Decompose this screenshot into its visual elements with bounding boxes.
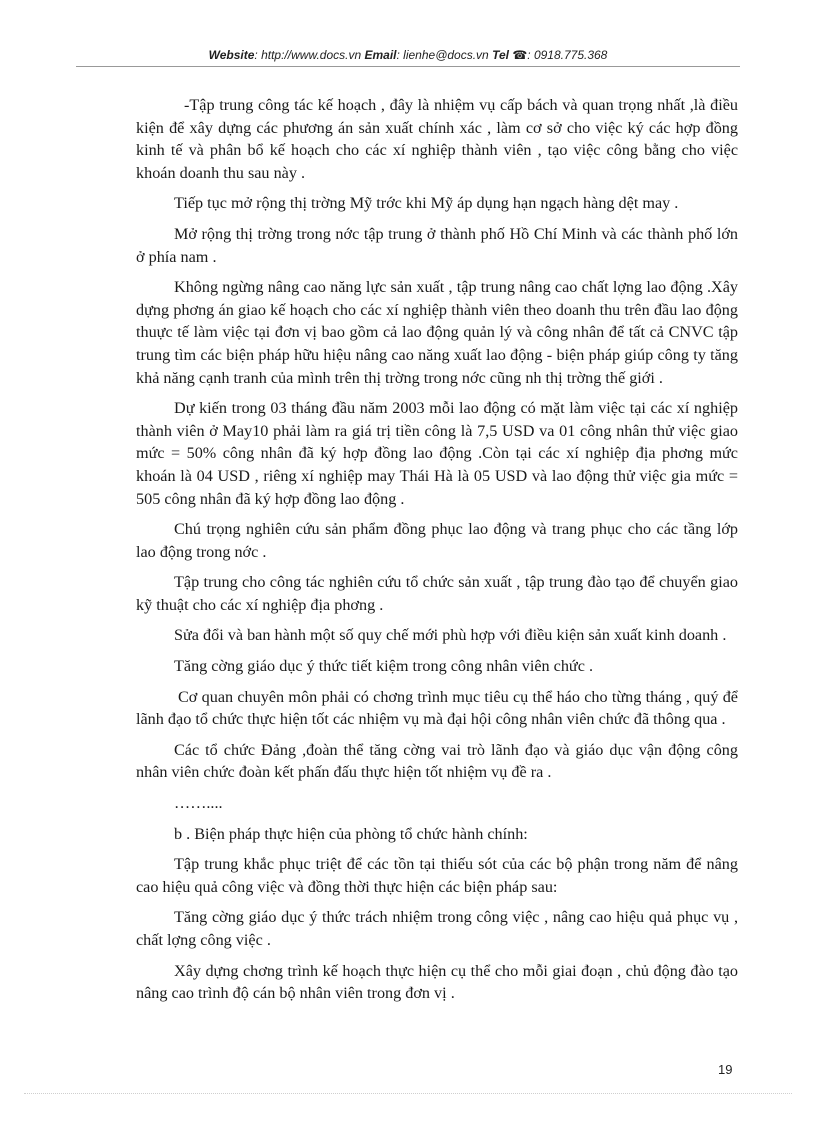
body-paragraph: Tập trung cho công tác nghiên cứu tổ chức sản xuất , tập trung đào tạo để chuyển giao kỹ thuật cho các xí nghiệp địa phơng .: [136, 573, 738, 614]
body-paragraph: Tập trung khắc phục triệt để các tồn tại thiếu sót của các bộ phận trong năm để nâng cao hiệu quả công việc và đồng thời thực hiện các biện pháp sau:: [136, 855, 738, 896]
page-number: 19: [718, 1062, 733, 1077]
body-paragraph: Các tổ chức Đảng ,đoàn thể tăng cờng vai trò lãnh đạo và giáo dục vận động công nhân viên chức đoàn kết phấn đấu thực hiện tốt nhiệm vụ đề ra .: [136, 740, 738, 782]
footer-divider: [24, 1093, 792, 1094]
body-paragraph: Chú trọng nghiên cứu sản phẩm đồng phục lao động và trang phục cho các tầng lớp lao động trong nớc .: [136, 520, 738, 561]
body-paragraph: Tăng cờng giáo dục ý thức trách nhiệm trong công việc , nâng cao hiệu quả phục vụ , chất lợng công việc .: [136, 908, 738, 949]
body-paragraph: Tiếp tục mở rộng thị trờng Mỹ trớc khi Mỹ áp dụng hạn ngạch hàng dệt may .: [174, 194, 679, 213]
email-label: Email: [364, 48, 397, 62]
email-value: : lienhe@docs.vn: [396, 48, 489, 62]
tel-value: : 0918.775.368: [527, 48, 608, 62]
website-value: : http://www.docs.vn: [254, 48, 362, 62]
body-paragraph: Sửa đổi và ban hành một số quy chế mới phù hợp với điều kiện sản xuất kinh doanh .: [174, 626, 727, 645]
body-paragraph: Xây dựng chơng trình kế hoạch thực hiện cụ thể cho mỗi giai đoạn , chủ động đào tạo nâng cao trình độ cán bộ nhân viên trong đơn vị .: [136, 961, 738, 1003]
body-paragraph: Không ngừng nâng cao năng lực sản xuất , tập trung nâng cao chất lợng lao động .Xây dựng phơng án giao kế hoạch cho các xí nghiệp thành viên theo doanh thu trên đầu lao động thuực tế làm việc tại đơn vị bao gồm cả lao động quản lý và công nhân để tất cả CNVC tập trung tìm các biện pháp hữu hiệu nâng cao năng xuất lao động - biện pháp giúp công ty tăng khả năng cạnh tranh của mình trên thị trờng trong nớc cũng nh thị trờng thế giới .: [136, 278, 738, 387]
body-paragraph: Mở rộng thị trờng trong nớc tập trung ở thành phố Hồ Chí Minh và các thành phố lớn ở phía nam .: [136, 224, 738, 266]
website-label: Website: [208, 48, 255, 62]
page-header: [0, 48, 816, 62]
body-paragraph: Dự kiến trong 03 tháng đầu năm 2003 mỗi lao động có mặt làm việc tại các xí nghiệp thành viên ở May10 phải làm ra giá trị tiền công là 7,5 USD va 01 công nhân thử việc giao mức = 50% công nhân đã ký hợp đồng lao động .Còn tại các xí nghiệp địa phơng mức khoán là 04 USD , riêng xí nghiệp may Thái Hà là 05 USD và lao động thử việc gia mức = 505 công nhân đã ký hợp đồng lao động .: [136, 399, 738, 508]
tel-label: Tel: [492, 48, 509, 62]
ellipsis-line: ……....: [174, 794, 223, 813]
body-paragraph: Tăng cờng giáo dục ý thức tiết kiệm trong công nhân viên chức .: [174, 657, 593, 676]
document-body: [136, 94, 738, 1013]
body-paragraph: -Tập trung công tác kế hoạch , đây là nhiệm vụ cấp bách và quan trọng nhất ,là điều kiện để xây dựng các phương án sản xuất chính xác , làm cơ sở cho việc ký các hợp đồng kinh tế và phân bổ kế hoạch cho các xí nghiệp thành viên , tạo việc công bằng cho việc khoán doanh thu sau này .: [136, 96, 738, 182]
phone-icon: ☎: [512, 48, 528, 62]
body-paragraph: Cơ quan chuyên môn phải có chơng trình mục tiêu cụ thể háo cho từng tháng , quý để lãnh đạo tổ chức thực hiện tốt các nhiệm vụ mà đại hội công nhân viên chức đã thông qua .: [136, 687, 738, 729]
section-heading: b . Biện pháp thực hiện của phòng tổ chức hành chính:: [174, 824, 528, 843]
header-divider: [76, 66, 740, 67]
